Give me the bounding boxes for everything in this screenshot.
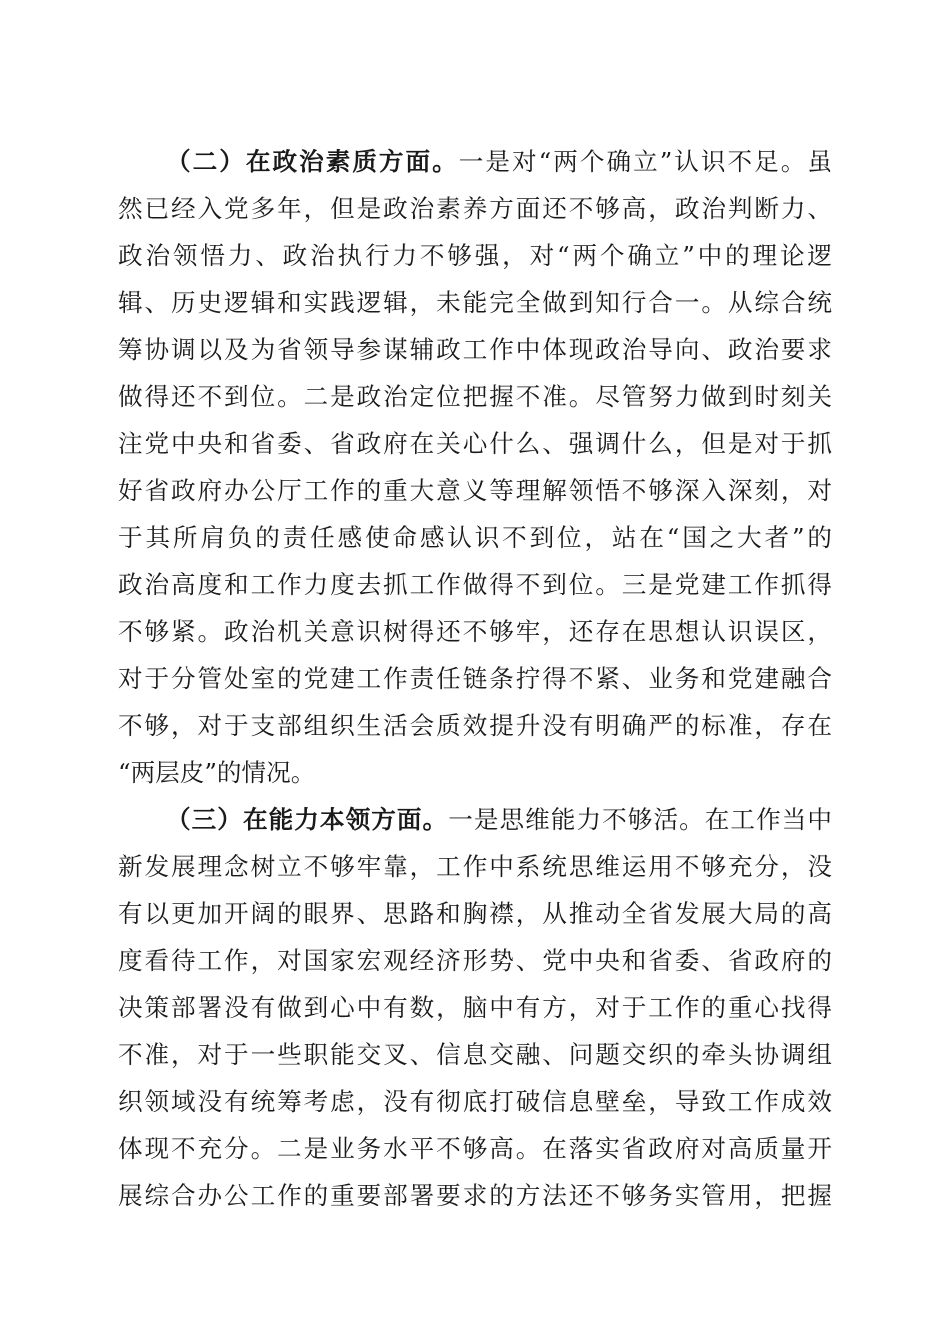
paragraph-3-line-1-text: 一是思维能力不够活。在工作当中: [448, 805, 832, 834]
paragraph-line: 政治高度和工作力度去抓工作做得不到位。三是党建工作抓得: [118, 570, 832, 599]
paragraph-line: 对于分管处室的党建工作责任链条拧得不紧、业务和党建融合: [118, 664, 832, 693]
paragraph-line: 不够紧。政治机关意识树得还不够牢，还存在思想认识误区，: [118, 617, 832, 646]
paragraph-line: 注党中央和省委、省政府在关心什么、强调什么，但是对于抓: [118, 429, 832, 458]
paragraph-line: 好省政府办公厅工作的重大意义等理解领悟不够深入深刻，对: [118, 476, 832, 505]
paragraph-line: 新发展理念树立不够牢靠，工作中系统思维运用不够充分，没: [118, 852, 832, 881]
paragraph-line: 辑、历史逻辑和实践逻辑，未能完全做到知行合一。从综合统: [118, 288, 832, 317]
paragraph-line: 度看待工作，对国家宏观经济形势、党中央和省委、省政府的: [118, 946, 832, 975]
paragraph-line: 做得还不到位。二是政治定位把握不准。尽管努力做到时刻关: [118, 382, 832, 411]
paragraph-line: 展综合办公工作的重要部署要求的方法还不够务实管用，把握: [118, 1181, 832, 1210]
paragraph-line: 有以更加开阔的眼界、思路和胸襟，从推动全省发展大局的高: [118, 899, 832, 928]
paragraph-3-heading: （三）在能力本领方面。: [166, 805, 449, 834]
paragraph-2-line-1-text: 一是对“两个确立”认识不足。虽: [458, 147, 832, 176]
paragraph-line: 于其所肩负的责任感使命感认识不到位，站在“国之大者”的: [118, 523, 832, 552]
paragraph-line: 决策部署没有做到心中有数，脑中有方，对于工作的重心找得: [118, 993, 832, 1022]
paragraph-line: 不准，对于一些职能交叉、信息交融、问题交织的牵头协调组: [118, 1040, 832, 1069]
paragraph-line: 体现不充分。二是业务水平不够高。在落实省政府对高质量开: [118, 1134, 832, 1163]
paragraph-line: 政治领悟力、政治执行力不够强，对“两个确立”中的理论逻: [118, 241, 832, 270]
paragraph-2-last-line: “两层皮”的情况。: [118, 758, 316, 787]
paragraph-line: 然已经入党多年，但是政治素养方面还不够高，政治判断力、: [118, 194, 832, 223]
paragraph-line: 筹协调以及为省领导参谋辅政工作中体现政治导向、政治要求: [118, 335, 832, 364]
paragraph-line: 不够，对于支部组织生活会质效提升没有明确严的标准，存在: [118, 711, 832, 740]
paragraph-2-heading: （二）在政治素质方面。: [166, 147, 459, 176]
paragraph-2-line-1: [166, 140, 832, 184]
paragraph-line: 织领域没有统筹考虑，没有彻底打破信息壁垒，导致工作成效: [118, 1087, 832, 1116]
paragraph-3-line-1: [166, 798, 832, 842]
